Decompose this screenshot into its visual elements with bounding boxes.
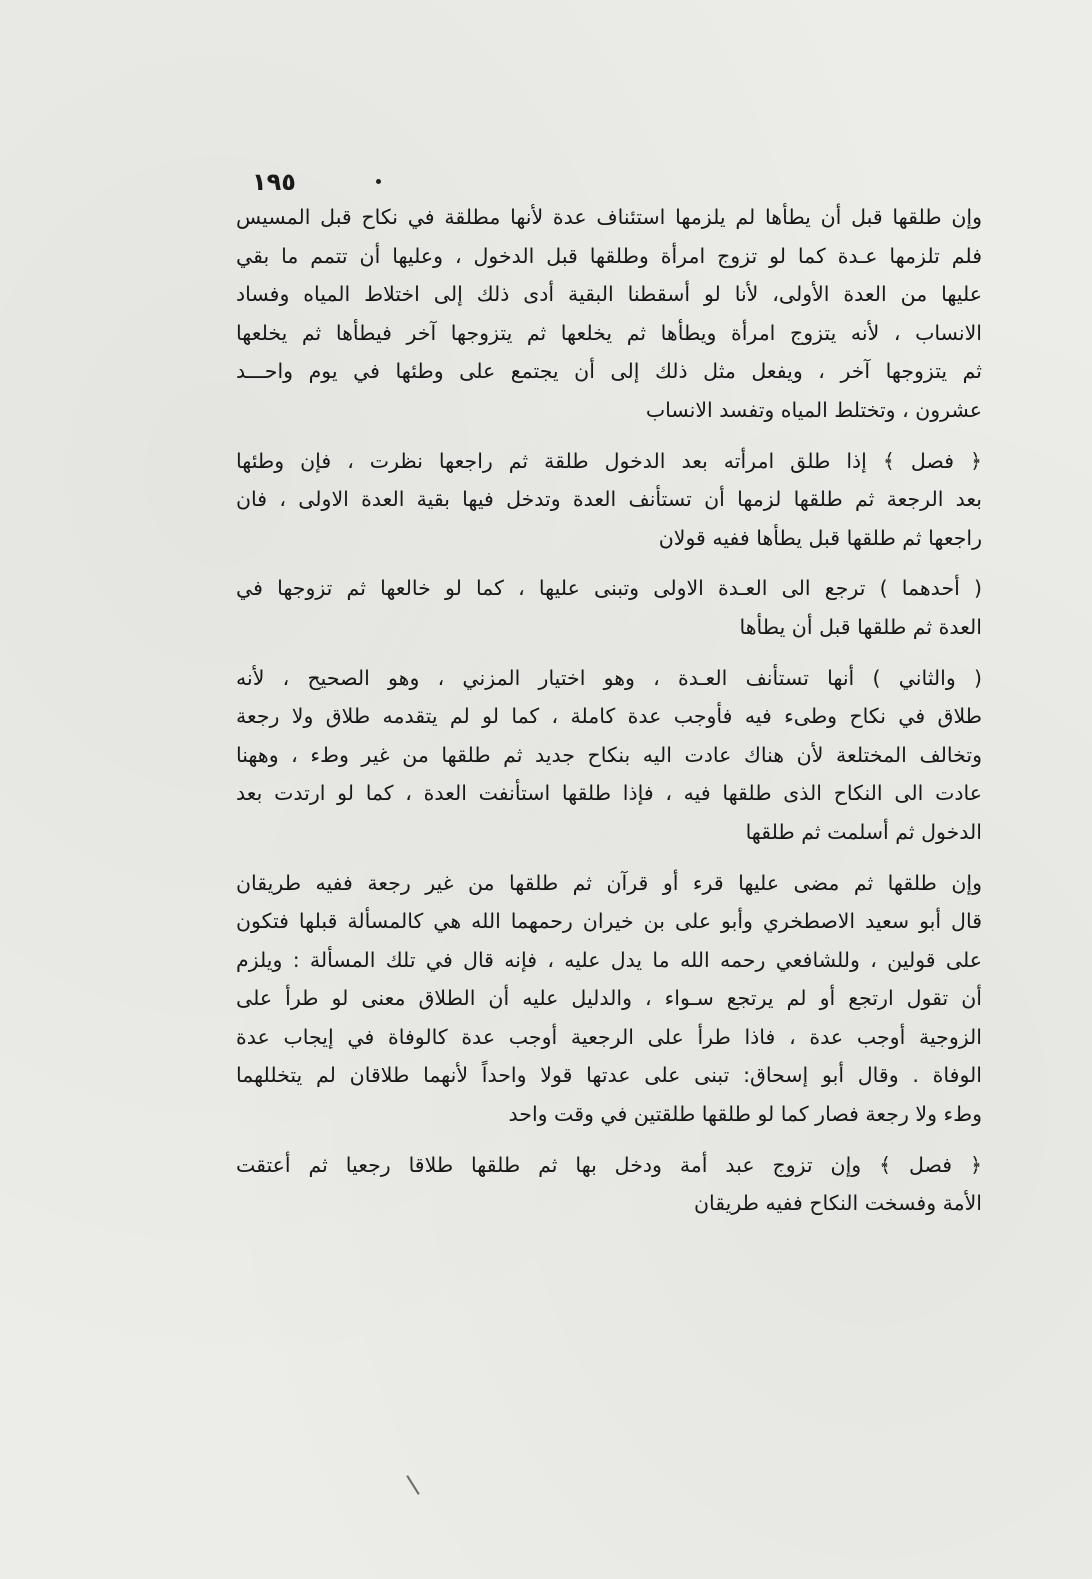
text-line: على قولين ، وللشافعي رحمه الله ما يدل عليه ، فإنه قال في تلك المسألة : ويلزم: [236, 947, 982, 972]
text-line: عادت الى النكاح الذى طلقها فيه ، فإذا طلقها استأنفت العدة ، كما لو ارتدت بعد: [236, 781, 982, 806]
text-line: راجعها ثم طلقها قبل يطأها ففيه قولان: [658, 525, 982, 550]
paragraph: [236, 659, 982, 852]
text-line: عليها من العدة الأولى، لأنا لو أسقطنا البقية أدى ذلك إلى اختلاط المياه وفساد: [236, 282, 982, 307]
text-line: الانساب ، لأنه يتزوج امرأة ويطأها ثم يخلعها ثم يتزوجها آخر فيطأها ثم يخلعها: [236, 320, 982, 345]
text-line: أن تقول ارتجع أو لم يرتجع سـواء ، والدليل عليه أن الطلاق معنى لو طرأ على: [236, 986, 982, 1011]
page-number: ١٩٥: [252, 168, 296, 196]
paragraph: [236, 864, 982, 1134]
paragraph: [236, 569, 982, 646]
text-line: بعد الرجعة ثم طلقها لزمها أن تستأنف العدة وتدخل فيها بقية العدة الاولى ، فان: [236, 487, 982, 512]
text-line: وطء ولا رجعة فصار كما لو طلقها طلقتين في وقت واحد: [508, 1102, 982, 1127]
text-body: [236, 198, 982, 1223]
text-line: ﴿ فصل ﴾ إذا طلق امرأته بعد الدخول طلقة ثم راجعها نظرت ، فإن وطئها: [236, 448, 982, 473]
text-line: الدخول ثم أسلمت ثم طلقها: [745, 819, 982, 844]
text-line: فلم تلزمها عـدة كما لو تزوج امرأة وطلقها قبل الدخول ، وعليها أن تتمم ما بقي: [236, 243, 982, 268]
paragraph: [236, 1146, 982, 1223]
text-line: ( أحدهما ) ترجع الى العـدة الاولى وتبنى عليها ، كما لو خالعها ثم تزوجها في: [236, 576, 982, 601]
text-line: وإن طلقها قبل أن يطأها لم يلزمها استئناف عدة لأنها مطلقة في نكاح قبل المسيس: [236, 205, 982, 229]
text-line: ( والثاني ) أنها تستأنف العـدة ، وهو اختيار المزني ، وهو الصحيح ، لأنه: [236, 665, 982, 690]
text-line: ﴿ فصل ﴾ وإن تزوج عبد أمة ودخل بها ثم طلقها طلاقا رجعيا ثم أعتقت: [236, 1152, 982, 1177]
text-line: الأمة وفسخت النكاح ففيه طريقان: [693, 1191, 982, 1216]
text-line: العدة ثم طلقها قبل أن يطأها: [739, 614, 982, 639]
ink-dot: [376, 179, 381, 184]
text-line: قال أبو سعيد الاصطخري وأبو على بن خيران رحمهما الله هي كالمسألة قبلها فتكون: [236, 909, 982, 934]
text-line: طلاق في نكاح وطىء فيه فأوجب عدة كاملة ، كما لو لم يتقدمه طلاق ولا رجعة: [236, 704, 982, 729]
text-line: وتخالف المختلعة لأن هناك عادت اليه بنكاح جديد ثم طلقها من غير وطء ، وههنا: [236, 742, 982, 767]
text-line: ثم يتزوجها آخر ، ويفعل مثل ذلك إلى أن يجتمع على وطئها في يوم واحـــد: [236, 359, 982, 384]
paragraph: [236, 442, 982, 558]
text-line: عشرون ، وتختلط المياه وتفسد الانساب: [645, 397, 982, 422]
text-line: الوفاة . وقال أبو إسحاق: تبنى على عدتها قولا واحداً لأنهما طلاقان لم يتخللهما: [236, 1063, 982, 1088]
text-line: الزوجية أوجب عدة ، فاذا طرأ على الرجعية أوجب عدة كالوفاة في إيجاب عدة: [236, 1024, 982, 1049]
paragraph: [236, 198, 982, 430]
text-line: وإن طلقها ثم مضى عليها قرء أو قرآن ثم طلقها من غير رجعة ففيه طريقان: [236, 870, 982, 895]
stray-pen-mark: [406, 1475, 419, 1495]
